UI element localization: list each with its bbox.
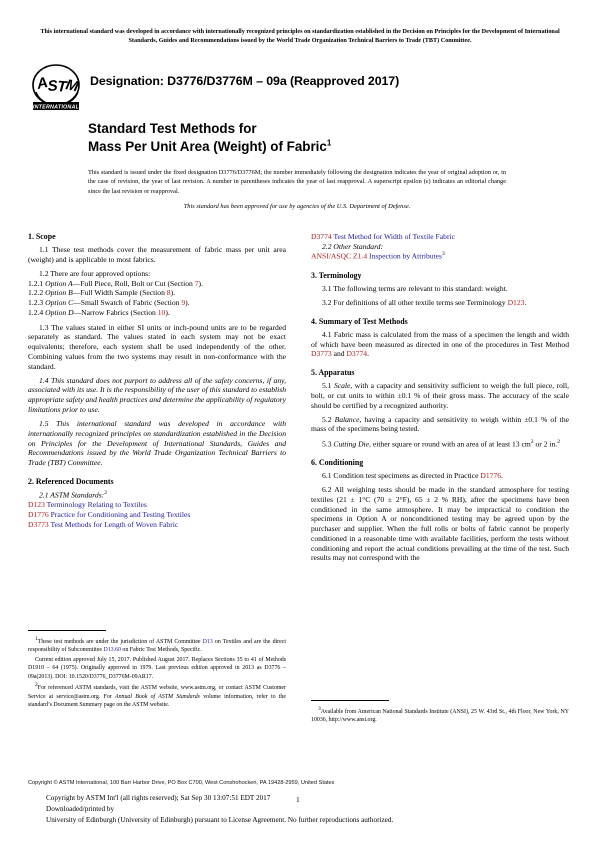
ref-d3774-inline[interactable]: D3774: [346, 349, 368, 359]
page-number: 1: [296, 795, 300, 804]
ref-ansi-asqc-z14[interactable]: [311, 251, 569, 261]
option-c: 1.2.3 Option C—Small Swatch of Fabric (Section 9).: [28, 298, 190, 308]
ref-id[interactable]: ANSI/ASQC Z1.4: [311, 251, 368, 261]
right-column: [311, 232, 569, 563]
ref-d1360[interactable]: D13.60: [103, 647, 121, 654]
para-3-2: 3.2 For definitions of all other textile terms see Terminology D123.: [322, 298, 527, 308]
ref-footnote-marker: 3: [442, 251, 445, 258]
approval-note: This standard has been approved for use by agencies of the U.S. Department of Defense.: [183, 203, 411, 210]
option-d: 1.2.4 Option D—Narrow Fabrics (Section 10).: [28, 307, 170, 317]
ref-title[interactable]: Practice for Conditioning and Testing Textiles: [50, 509, 191, 519]
ref-d3773[interactable]: [28, 520, 286, 530]
ref-title[interactable]: Test Method for Width of Textile Fabric: [333, 232, 455, 241]
section-ref-9[interactable]: 9: [181, 298, 186, 308]
para-3-1: 3.1 The following terms are relevant to this standard: weight.: [322, 283, 508, 293]
svg-text:S: S: [47, 77, 59, 95]
footnote-2: $^2$For referenced ASTM standards, visit the ASTM website, www.astm.org, or contact ASTM Customer Service at service@astm.org. For Annual Book of ASTM Standards volume information, refer to the standard’s Document Summary page on the ASTM website.: [28, 682, 286, 708]
astm-international-logo: [28, 62, 86, 116]
license-block: [46, 793, 566, 826]
ref-d123[interactable]: [28, 500, 286, 510]
heading-terminology: 3. Terminology: [311, 270, 362, 280]
footnotes-left: [28, 630, 286, 709]
para-1-2: 1.2 There are four approved options:: [39, 269, 151, 279]
section-ref-8[interactable]: 8: [166, 288, 171, 298]
astm-standards-label: 2.1 ASTM Standards:$^2$: [39, 489, 107, 500]
para-6-2: 6.2 All weighing tests should be made in the standard atmosphere for testing textiles (21 ± 1°C (70 ± 2°F), 65 ± 2 % RH), after the specimens have been conditioned in the same atmosphere. It may be impractical to condition the specimens in Option A or nonconditioned testing may be agreed upon by the purchaser and supplier. When the full rolls or bolts of fabric cannot be properly conditioned in a reasonable time with available facilities, perform the tests without conditioning and report the actual conditions prevailing at the time of the test. Such results may not correspond with the: [311, 485, 569, 563]
ref-id[interactable]: D3773: [28, 519, 49, 529]
svg-text:A: A: [35, 74, 50, 93]
svg-text:T: T: [56, 78, 68, 96]
svg-text:M: M: [64, 76, 80, 96]
ref-id[interactable]: D1776: [28, 509, 49, 519]
wto-banner: This international standard was developed in accordance with internationally recognized principles on standardization established in the Decision on Principles for the Development of International Standards, Guides and Recommendations issued by the World Trade Organization Technical Barriers to Trade (TBT) Committee.: [40, 28, 560, 44]
license-line-1: Copyright by ASTM Int'l (all rights reserved); Sat Sep 30 13:07:51 EDT 2017: [46, 794, 271, 802]
ref-d3774[interactable]: [311, 232, 569, 242]
ref-title[interactable]: Terminology Relating to Textiles: [46, 500, 147, 510]
footnote-edition: Current edition approved July 15, 2017. Published August 2017. Replaces Sections 35 to 41 of Methods D1910 – 64 (1975). Originally approved in 1979. Last previous edition approved in 2013 as D3776 – 09a(2013). DOI: 10.1520/D3776_D3776M-09AR17.: [28, 657, 286, 680]
left-column: [28, 232, 286, 529]
ref-d1776[interactable]: [28, 510, 286, 520]
footnotes-right: [311, 700, 569, 725]
license-line-2: Downloaded/printed by: [46, 805, 115, 814]
option-b: 1.2.2 Option B—Full Width Sample (Section 8).: [28, 288, 176, 298]
ref-d3773-inline[interactable]: D3773: [311, 349, 332, 359]
title-footnote-marker: 1: [326, 138, 332, 148]
heading-scope: 1. Scope: [28, 232, 56, 241]
para-5-3: 5.3 Cutting Die, either square or round with an area of at least 13 $cm^2$ or 2 in.$^2$: [322, 438, 560, 449]
designation-text: Designation: D3776/D3776M – 09a (Reapproved 2017): [90, 74, 400, 88]
section-ref-7[interactable]: 7: [194, 278, 199, 288]
svg-text:INTERNATIONAL: INTERNATIONAL: [32, 104, 80, 111]
para-1-5: 1.5 This international standard was developed in accordance with internationally recognized principles on standardization established in the Decision on Principles for the Development of International Standards, Guides and Recommendations issued by the World Trade Organization Technical Barriers to Trade (TBT) Committee.: [28, 419, 286, 467]
option-a: 1.2.1 Option A—Full Piece, Roll, Bolt or Cut (Section 7).: [28, 278, 203, 288]
heading-summary-of-test-methods: 4. Summary of Test Methods: [311, 316, 408, 326]
heading-conditioning: 6. Conditioning: [311, 457, 364, 467]
ref-d13[interactable]: D13: [202, 638, 213, 645]
para-5-1: 5.1 Scale, with a capacity and sensitivity sufficient to weigh the full piece, roll, bolt, or cut units to within ±0.1 % of their gross mass. The accuracy of the scale should be certified by a recognized authority.: [311, 381, 570, 410]
para-1-1: 1.1 These test methods cover the measurement of fabric mass per unit area (weight) and is applicable to most fabrics.: [28, 245, 286, 264]
para-1-3: 1.3 The values stated in either SI units or inch-pound units are to be regarded separately as standard. The values stated in each system may not be exact equivalents; therefore, each system shall be used independently of the other. Combining values from the two systems may result in non-conformance with the standard.: [28, 322, 286, 371]
page-title: [88, 120, 508, 155]
para-4-1: 4.1 Fabric mass is calculated from the mass of a specimen the length and width of which have been measured as directed in one of the procedures in Test Method D3773 and D3774.: [311, 329, 569, 359]
footnote-3: $^3$Available from American National Standards Institute (ANSI), 25 W. 43rd St., 4th Floor, New York, NY 10036, http://www.ansi.org.: [311, 706, 569, 724]
issue-note: This standard is issued under the fixed designation D3776/D3776M; the number immediately following the designation indicates the year of original adoption or, in the case of revision, the year of last revision. A number in parentheses indicates the year of last reapproval. A superscript epsilon (ε) indicates an editorial change since the last revision or reapproval.: [88, 169, 506, 195]
title-line-2: Mass Per Unit Area (Weight) of Fabric$^1$: [88, 138, 332, 154]
para-5-2: 5.2 Balance, having a capacity and sensitivity to weigh within ±0.1 % of the mass of the specimens being tested.: [311, 414, 570, 434]
ref-title[interactable]: Test Methods for Length of Woven Fabric: [50, 519, 179, 529]
heading-apparatus: 5. Apparatus: [311, 368, 355, 377]
copyright-notice: Copyright © ASTM International, 100 Barr Harbor Drive, PO Box C700, West Conshohocken, PA 19428-2959, United States: [28, 780, 335, 786]
ref-d123-inline[interactable]: D123: [507, 298, 525, 308]
footnote-rule: [28, 630, 106, 631]
ref-title[interactable]: Inspection by Attributes: [369, 251, 443, 261]
para-1-4: 1.4 This standard does not purport to address all of the safety concerns, if any, associated with its use. It is the responsibility of the user of this standard to establish appropriate safety and health practices and determine the applicability of regulatory limitations prior to use.: [28, 375, 287, 414]
para-6-1: 6.1 Condition test specimens as directed in Practice D1776.: [322, 471, 503, 481]
section-ref-10[interactable]: 10: [157, 307, 166, 317]
other-standard-label: 2.2 Other Standard:: [322, 241, 384, 251]
footnote-rule: [311, 700, 389, 701]
footnote-1: $^1$These test methods are under the jurisdiction of ASTM Committee D13 on Textiles and are the direct responsibility of Subcommittee D13.60 on Fabric Test Methods, Specific.: [28, 636, 286, 654]
heading-referenced-documents: 2. Referenced Documents: [28, 476, 114, 486]
ref-id[interactable]: D123: [28, 500, 45, 510]
ref-d1776-inline[interactable]: D1776: [480, 471, 502, 481]
license-line-3: University of Edinburgh (University of Edinburgh) pursuant to License Agreement. No further reproductions authorized.: [46, 816, 394, 825]
title-line-1: Standard Test Methods for: [88, 121, 257, 136]
designation-row: [28, 62, 573, 118]
ref-id[interactable]: D3774: [311, 232, 332, 241]
